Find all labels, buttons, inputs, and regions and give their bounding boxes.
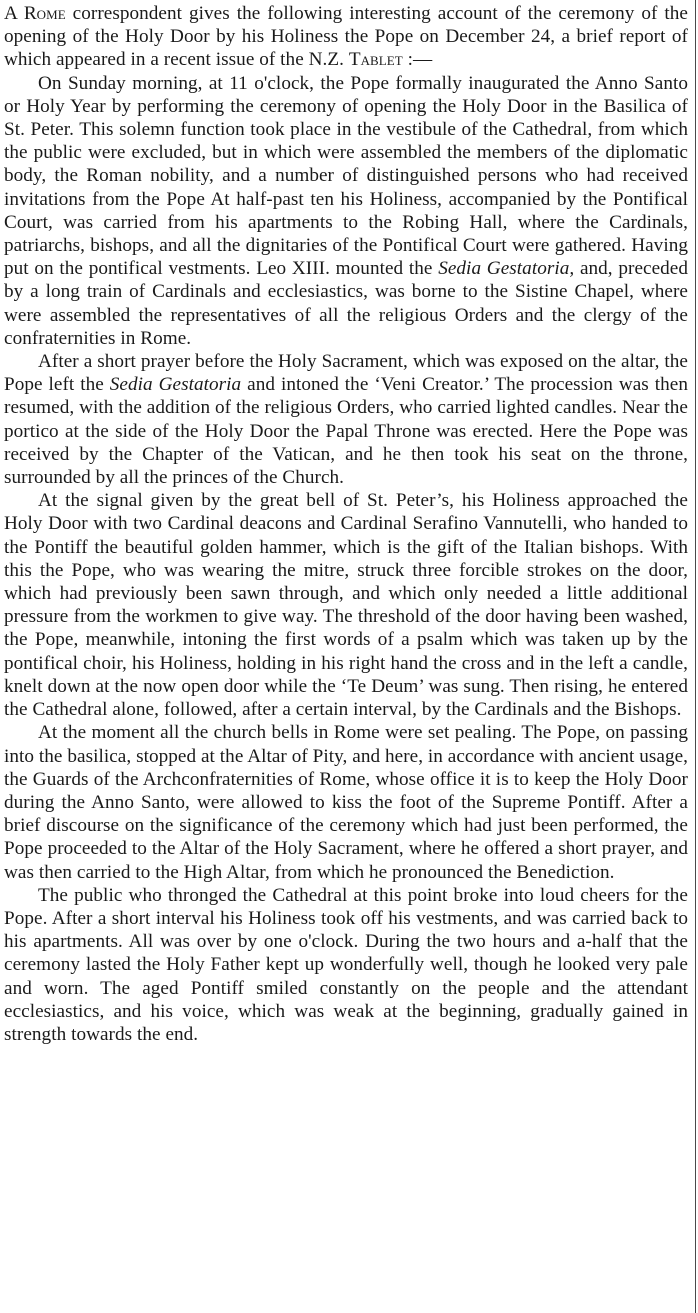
intro-smallcaps-tablet: Tablet [348, 49, 403, 71]
column-rule [695, 0, 696, 1313]
italic-sedia-gestatoria: Sedia Gestatoria [109, 374, 242, 396]
italic-sedia-gestatoria: Sedia Gestatoria, [438, 258, 575, 280]
paragraph-signal: At the signal given by the great bell of St. Peter’s, his Holiness approached the Holy Door with two Cardinal deacons and Cardinal Serafino Vannutelli, who handed to the Pontiff the beautiful golden hammer, which is the gift of the Italian bishops. With this the Pope, who was wearing the mitre, struck three forcible strokes on the door, which had previously been sawn through, and which only needed a little additional pressure from the workmen to give way. The threshold of the door having been washed, the Pope, meanwhile, intoning the first words of a psalm which was taken up by the pontifical choir, his Holiness, holding in his right hand the cross and in the left a candle, knelt down at the now open door while the ‘Te Deum’ was sung. Then rising, he entered the Cathedral alone, followed, after a certain interval, by the Cardinals and the Bishops. [4, 490, 688, 721]
paragraph-intro [4, 2, 688, 72]
paragraph-text: After a short prayer before the Holy Sacrament, which was exposed on the altar, the Pope left the [4, 351, 688, 396]
paragraph-text: and, preceded by a long train of Cardinals and ecclesiastics, was borne to the Sistine Chapel, where were assembled the representatives of all the religious Orders and the clergy of the confraternities in Rome. [4, 258, 689, 349]
intro-text: correspondent gives the following interesting account of the ceremony of the opening of the Holy Door by his Holiness the Pope on December 24, a brief report of which appeared in a recent issue of the N.Z. [4, 3, 688, 71]
paragraph-sunday [4, 72, 688, 350]
paragraph-text: and intoned the ‘Veni Creator.’ The procession was then resumed, with the addition of the religious Orders, who carried lighted candles. Near the portico at the side of the Holy Door the Papal Throne was erected. Here the Pope was received by the Chapter of the Vatican, and he then took his seat on the throne, surrounded by all the princes of the Church. [4, 374, 688, 489]
paragraph-prayer [4, 350, 688, 489]
paragraph-cheers: The public who thronged the Cathedral at this point broke into loud cheers for the Pope. After a short interval his Holiness took off his vestments, and was carried back to his apartments. All was over by one o'clock. During the two hours and a-half that the ceremony lasted the Holy Father kept up wonderfully well, though he looked very pale and worn. The aged Pontiff smiled constantly on the people and the attendant ecclesiastics, and his voice, which was weak at the beginning, gradually gained in strength towards the end. [4, 884, 688, 1045]
paragraph-bells: At the moment all the church bells in Rome were set pealing. The Pope, on passing into the basilica, stopped at the Altar of Pity, and here, in accordance with ancient usage, the Guards of the Archconfraternities of Rome, whose office it is to keep the Holy Door during the Anno Santo, were allowed to kiss the foot of the Supreme Pontiff. After a brief discourse on the significance of the ceremony which had just been performed, the Pope proceeded to the Altar of the Holy Sacrament, where he offered a short prayer, and was then carried to the High Altar, from which he pronounced the Benediction. [4, 722, 688, 883]
intro-initial: A [4, 3, 17, 24]
intro-smallcaps-rome: Rome [23, 3, 66, 24]
paragraph-text: On Sunday morning, at 11 o'clock, the Pope formally inaugurated the Anno Santo or Holy Year by performing the ceremony of opening the Holy Door in the Basilica of St. Peter. This solemn function took place in the vestibule of the Cathedral, from which the public were excluded, but in which were assembled the members of the diplomatic body, the Roman nobility, and a number of distinguished persons who had received invitations from the Pope At half-past ten his Holiness, accompanied by the Pontifical Court, was carried from his apartments to the Robing Hall, where the Cardinals, patriarchs, bishops, and all the dignitaries of the Pontifical Court were gathered. Having put on the pontifical vestments. Leo XIII. mounted the [4, 72, 688, 280]
intro-text-end: :— [402, 49, 433, 71]
